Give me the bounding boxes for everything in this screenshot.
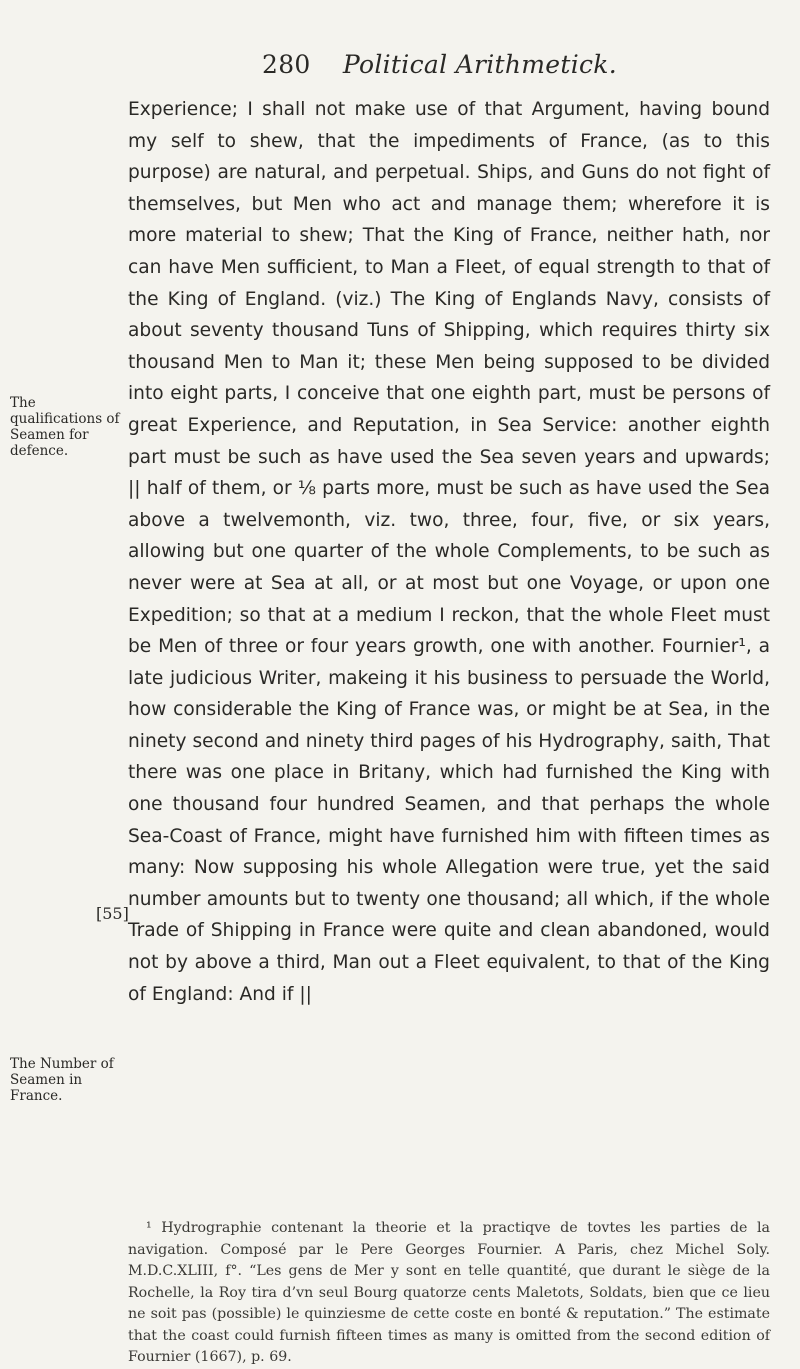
body-paragraph: Experience; I shall not make use of that Argument, having bound my self to shew, that the impediments of France, (as to this purpose) are natural, and perpetual. Ships, and Guns do not fight of themselves, but Men who act and manage them; wherefore it is more material to shew; That the King of France, neither hath, nor can have Men sufficient, to Man a Fleet, of equal strength to that of the King of England. (viz.) The King of Englands Navy, consists of about seventy thousand Tuns of Shipping, which requires thirty six thousand Men to Man it; these Men being supposed to be divided into eight parts, I conceive that one eighth part, must be persons of great Experience, and Reputation, in Sea Service: another eighth part must be such as have used the Sea seven years and upwards; || half of them, or ⅛ parts more, must be such as have used the Sea above a twelvemonth, viz. two, three, four, five, or six years, allowing but one quarter of the whole Complements, to be such as never were at Sea at all, or at most but one Voyage, or upon one Expedition; so that at a medium I reckon, that the whole Fleet must be Men of three or four years growth, one with another. Fournier¹, a late judicious Writer, makeing it his business to persuade the World, how considerable the King of France was, or might be at Sea, in the ninety second and ninety third pages of his Hydrography, saith, That there was one place in Britany, which had furnished the King with one thousand four hundred Seamen, and that perhaps the whole Sea-Coast of France, might have furnished him with fifteen times as many: Now supposing his whole Allegation were true, yet the said number amounts but to twenty one thousand; all which, if the whole Trade of Shipping in France were quite and clean abandoned, would not by above a third, Man out a Fleet equivalent, to that of the King of England: And if || [128,99,770,1005]
margin-page-reference: [55] [96,904,129,923]
margin-note-number-seamen: The Number of Seamen in France. [10,1056,114,1104]
margin-note-qualifications: The qualifications of Seamen for defence. [10,395,120,459]
footnote [128,1218,770,1369]
running-head [262,50,617,79]
main-text [128,94,770,1010]
page-number: 280 [262,50,311,79]
running-title: Political Arithmetick. [342,50,618,79]
footnote-text: ¹ Hydrographie contenant la theorie et la practiqve de tovtes les parties de la navigation. Composé par le Pere Georges Fournier. A Paris, chez Michel Soly. M.D.C.XLIII, f°. “Les gens de Mer y sont en telle quantité, que durant le siège de la Rochelle, la Roy tira d’vn seul Bourg quatorze cents Maletots, Soldats, bien que ce lieu ne soit pas (possible) le quinziesme de cette coste en bonté & reputation.” The estimate that the coast could furnish fifteen times as many is omitted from the second edition of Fournier (1667), p. 69. [128,1220,770,1365]
